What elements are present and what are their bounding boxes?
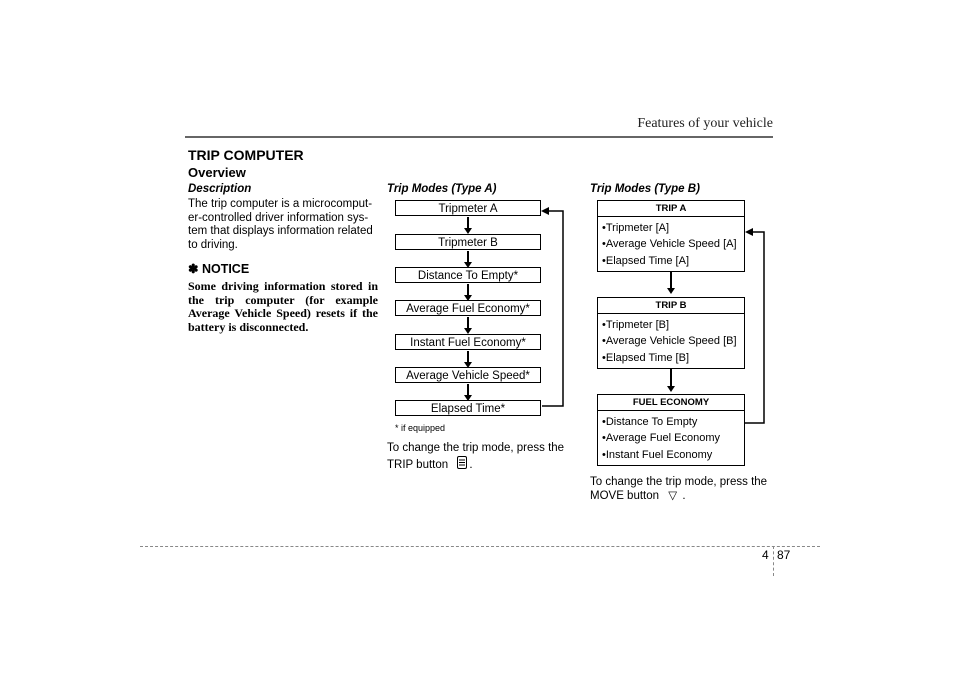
type-b-title: Trip Modes (Type B) xyxy=(590,183,700,195)
list-item: • Instant Fuel Economy xyxy=(602,447,744,463)
list-item: • Distance To Empty xyxy=(602,414,744,430)
group-title: FUEL ECONOMY xyxy=(598,395,744,411)
down-arrow-icon xyxy=(667,386,675,392)
list-item: • Elapsed Time [B] xyxy=(602,350,744,366)
group-list xyxy=(598,314,744,366)
chapter-number: 4 xyxy=(762,548,769,562)
list-item: • Elapsed Time [A] xyxy=(602,253,744,269)
group-box-fuel-economy xyxy=(597,394,745,466)
mode-box-tripmeter-b: Tripmeter B xyxy=(395,234,541,250)
page-subheading: Overview xyxy=(188,165,246,180)
instruction-line: To change the trip mode, press the xyxy=(387,442,565,454)
down-arrow-icon xyxy=(667,288,675,294)
instruction-text: TRIP button xyxy=(387,458,449,471)
group-list xyxy=(598,411,744,463)
description-line: to driving. xyxy=(188,238,238,251)
mode-box-distance-to-empty: Distance To Empty* xyxy=(395,267,541,283)
list-item: • Tripmeter [B] xyxy=(602,317,744,333)
description-title: Description xyxy=(188,183,252,195)
mode-box-elapsed-time: Elapsed Time* xyxy=(395,400,541,416)
footer-rule xyxy=(140,546,820,547)
group-list xyxy=(598,217,744,269)
header-rule xyxy=(185,136,773,138)
mode-box-average-vehicle-speed: Average Vehicle Speed* xyxy=(395,367,541,383)
list-item: • Average Fuel Economy xyxy=(602,430,744,446)
description-text xyxy=(188,198,388,252)
page-number: 87 xyxy=(777,548,791,562)
instruction-text: MOVE button xyxy=(590,489,660,502)
group-title: TRIP A xyxy=(598,201,744,217)
description-line: er-controlled driver information sys- xyxy=(188,211,369,224)
instruction-line xyxy=(590,490,780,504)
loop-back-arrow xyxy=(743,226,769,428)
list-item: • Average Vehicle Speed [A] xyxy=(602,236,744,252)
group-title: TRIP B xyxy=(598,298,744,314)
flow-line xyxy=(670,272,672,289)
mode-box-average-fuel-economy: Average Fuel Economy* xyxy=(395,300,541,316)
instruction-line: To change the trip mode, press the xyxy=(590,476,768,488)
footer-divider xyxy=(773,546,774,576)
list-item: • Average Vehicle Speed [B] xyxy=(602,333,744,349)
group-box-trip-a xyxy=(597,200,745,272)
type-b-instruction xyxy=(590,476,780,503)
description-line: The trip computer is a microcomput- xyxy=(188,198,373,210)
mode-box-instant-fuel-economy: Instant Fuel Economy* xyxy=(395,334,541,350)
list-item: • Tripmeter [A] xyxy=(602,220,744,236)
instruction-end: . xyxy=(469,458,473,471)
footnote: * if equipped xyxy=(395,423,446,433)
notice-text: Some driving information stored in the trip computer (for example Average Vehicle Speed) resets if the battery is disconnected. xyxy=(188,279,378,334)
mode-box-tripmeter-a: Tripmeter A xyxy=(395,200,541,216)
description-line: tem that displays information related xyxy=(188,225,373,237)
type-a-title: Trip Modes (Type A) xyxy=(387,183,497,195)
type-a-instruction xyxy=(387,442,577,473)
notice-title: ✽ NOTICE xyxy=(188,262,250,276)
loop-back-arrow xyxy=(538,205,568,411)
flow-line xyxy=(670,369,672,387)
section-header: Features of your vehicle xyxy=(637,116,773,131)
instruction-end: . xyxy=(682,489,686,502)
move-button-icon: ▽ xyxy=(668,489,678,502)
page-heading: TRIP COMPUTER xyxy=(188,147,304,163)
trip-button-icon xyxy=(457,456,467,474)
group-box-trip-b xyxy=(597,297,745,369)
instruction-line xyxy=(387,456,577,474)
